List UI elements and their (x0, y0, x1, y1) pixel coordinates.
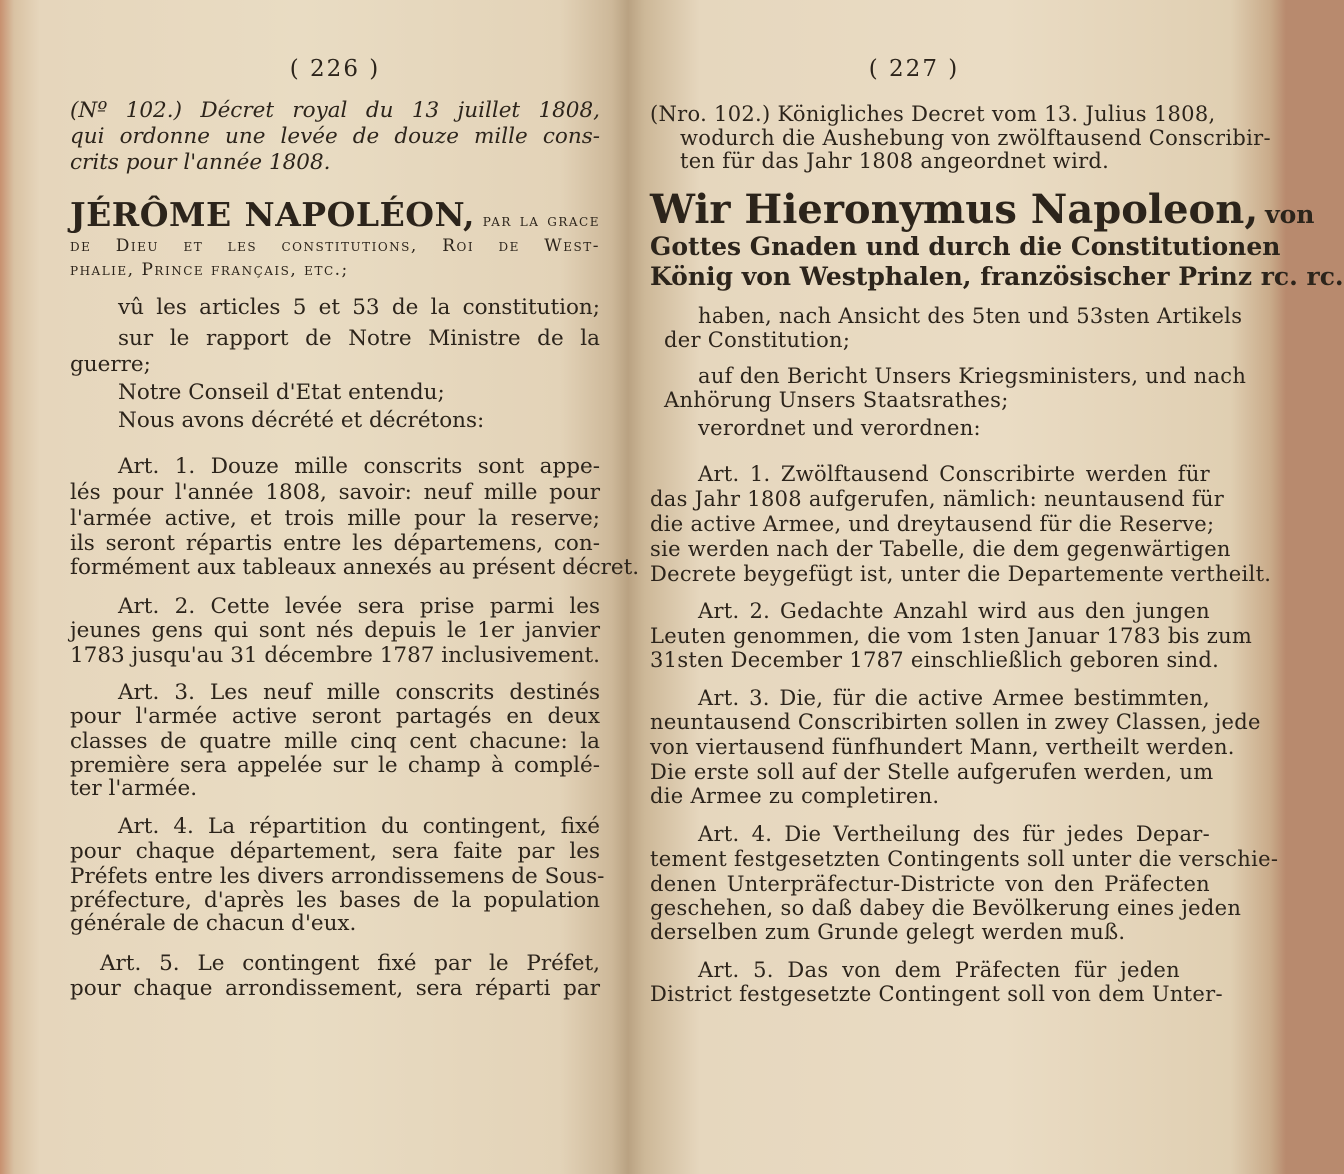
title-line-2: de Dieu et les constitutions, Roi de West- (70, 236, 600, 256)
decree-header-line-2: qui ordonne une levée de douze mille cons- (70, 124, 600, 149)
right-page (650, 0, 1344, 1174)
preamble-2b-de: Anhörung Unsers Staatsrathes; (664, 388, 1009, 412)
art2-line-3: 1783 jusqu'au 31 décembre 1787 inclusivement. (70, 643, 600, 668)
art3-line-3-de: von viertausend fünfhundert Mann, vertheilt werden. (650, 735, 1235, 759)
art1-line-4-de: sie werden nach der Tabelle, die dem gegenwärtigen (650, 537, 1231, 561)
art5-line-1-de: Art. 5. Das von dem Präfecten für jeden (698, 958, 1180, 982)
art3-line-4-de: Die erste soll auf der Stelle aufgerufen werden, um (650, 760, 1214, 784)
art4-line-3-de: denen Unterpräfectur-Districte von den Präfecten (650, 872, 1210, 896)
art1-line-3: l'armée active, et trois mille pour la reserve; (70, 506, 600, 531)
art3-line-1: Art. 3. Les neuf mille conscrits destinés (118, 680, 600, 705)
art5-line-2: pour chaque arrondissement, sera réparti par (70, 976, 600, 1001)
title-line-3-de: König von Westphalen, französischer Prinz rc. rc. (650, 262, 1344, 291)
art4-line-4: préfecture, d'après les bases de la population (70, 888, 600, 913)
art1-line-3-de: die active Armee, und dreytausend für die Reserve; (650, 512, 1215, 536)
art3-line-5: ter l'armée. (70, 776, 198, 801)
left-page (70, 0, 640, 1174)
decree-header-line-3: crits pour l'année 1808. (70, 150, 331, 175)
page-number-left: ( 226 ) (289, 56, 381, 82)
art3-line-1-de: Art. 3. Die, für die active Armee bestimmten, (698, 686, 1210, 710)
art4-line-3: Préfets entre les divers arrondissemens de Sous- (70, 864, 605, 889)
decree-header-line-2-de: wodurch die Aushebung von zwölftausend Conscribir- (680, 126, 1271, 150)
preamble-1b-de: der Constitution; (664, 328, 851, 352)
art2-line-1: Art. 2. Cette levée sera prise parmi les (118, 594, 600, 619)
art3-line-3: classes de quatre mille cinq cent chacune: la (70, 729, 600, 754)
art4-line-4-de: geschehen, so daß dabey die Bevölkerung eines jeden (650, 896, 1242, 920)
title-name: JÉRÔME NAPOLÉON, (70, 195, 476, 234)
preamble-2a-de: auf den Bericht Unsers Kriegsministers, und nach (698, 364, 1247, 388)
art4-line-1-de: Art. 4. Die Vertheilung des für jedes Depar- (698, 822, 1210, 846)
art5-line-1: Art. 5. Le contingent fixé par le Préfet, (100, 951, 600, 976)
title-line-2-de: Gottes Gnaden und durch die Constitutionen (650, 232, 1281, 261)
title-name-de: Wir Hieronymus Napoleon, (650, 186, 1259, 233)
art1-line-2: lés pour l'année 1808, savoir: neuf mille pour (70, 480, 600, 505)
art2-line-2: jeunes gens qui sont nés depuis le 1er janvier (70, 618, 600, 643)
preamble-4: Nous avons décrété et décrétons: (118, 408, 485, 433)
preamble-2b: guerre; (70, 352, 151, 377)
title-line-1 (70, 195, 600, 234)
title-line-1-de (650, 186, 1315, 233)
preamble-1: vû les articles 5 et 53 de la constitution; (118, 295, 600, 320)
page-number-right: ( 227 ) (868, 56, 960, 82)
art4-line-2: pour chaque département, sera faite par les (70, 839, 600, 864)
preamble-3: Notre Conseil d'Etat entendu; (118, 380, 445, 405)
art2-line-2-de: Leuten genommen, die vom 1sten Januar 1783 bis zum (650, 624, 1253, 648)
art4-line-5-de: derselben zum Grunde gelegt werden muß. (650, 920, 1126, 944)
decree-header-line-3-de: ten für das Jahr 1808 angeordnet wird. (680, 149, 1110, 173)
title-line-3: phalie, Prince français, etc.; (70, 260, 349, 280)
art1-line-4: ils seront répartis entre les départemens, con- (70, 531, 600, 556)
art5-line-2-de: District festgesetzte Contingent soll von dem Unter- (650, 982, 1223, 1006)
preamble-1a-de: haben, nach Ansicht des 5ten und 53sten Artikels (698, 304, 1243, 328)
art1-line-2-de: das Jahr 1808 aufgerufen, nämlich: neuntausend für (650, 487, 1225, 511)
art2-line-3-de: 31sten December 1787 einschließlich geboren sind. (650, 648, 1220, 672)
art1-line-1: Art. 1. Douze mille conscrits sont appe- (118, 454, 600, 479)
preamble-2a: sur le rapport de Notre Ministre de la (118, 326, 600, 351)
art4-line-2-de: tement festgesetzten Contingents soll unter die verschie- (650, 847, 1279, 871)
title-grace: par la grace (482, 211, 600, 231)
decree-header-line-1: (Nº 102.) Décret royal du 13 juillet 1808, (70, 98, 600, 123)
decree-header-line-1-de: (Nro. 102.) Königliches Decret vom 13. Julius 1808, (650, 102, 1216, 126)
art3-line-4: première sera appelée sur le champ à complé- (70, 753, 600, 778)
art1-line-1-de: Art. 1. Zwölftausend Conscribirte werden für (698, 462, 1210, 486)
art3-line-5-de: die Armee zu completiren. (650, 784, 940, 808)
art1-line-5: formément aux tableaux annexés au présent décret. (70, 555, 640, 580)
art3-line-2-de: neuntausend Conscribirten sollen in zwey Classen, jede (650, 710, 1261, 734)
art4-line-5: générale de chacun d'eux. (70, 911, 357, 936)
art4-line-1: Art. 4. La répartition du contingent, fixé (118, 814, 600, 839)
art3-line-2: pour l'armée active seront partagés en deux (70, 704, 600, 729)
preamble-3-de: verordnet und verordnen: (698, 416, 981, 440)
art1-line-5-de: Decrete beygefügt ist, unter die Departemente vertheilt. (650, 562, 1272, 586)
title-von: von (1265, 200, 1315, 229)
art2-line-1-de: Art. 2. Gedachte Anzahl wird aus den jungen (698, 599, 1210, 623)
